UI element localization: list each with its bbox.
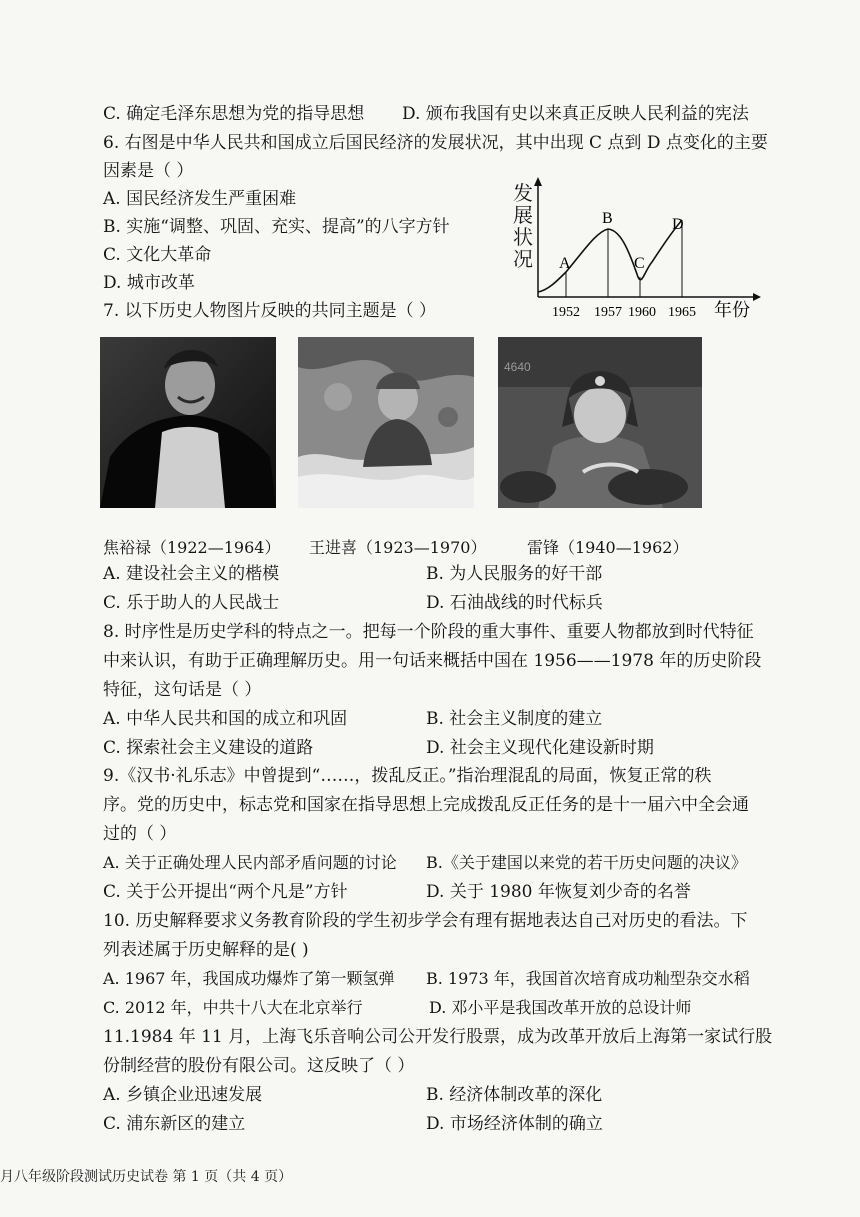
q11-stem-line1: 11.1984 年 11 月，上海飞乐音响公司公开发行股票，成为改革开放后上海第一家试行股 <box>103 1027 773 1047</box>
q9-stem-line3: 过的（ ） <box>103 824 177 844</box>
q11-option-c: C. 浦东新区的建立 <box>103 1114 246 1134</box>
q5-option-c: C. 确定毛泽东思想为党的指导思想 <box>103 104 365 124</box>
photo-lei-feng <box>498 337 702 508</box>
q9-stem-line2: 序。党的历史中，标志党和国家在指导思想上完成拨乱反正任务的是十一届六中全会通 <box>103 795 749 815</box>
q8-option-c: C. 探索社会主义建设的道路 <box>103 738 314 758</box>
x-tick-1960: 1960 <box>628 305 656 320</box>
q8-option-b: B. 社会主义制度的建立 <box>426 709 603 729</box>
q8-stem-line3: 特征，这句话是（ ） <box>103 680 262 700</box>
q11-options-row2 <box>103 1113 603 1135</box>
q10-option-c: C. 2012 年，中共十八大在北京举行 <box>103 998 363 1017</box>
wang-jinxi-image <box>298 337 474 508</box>
chart-plot <box>508 174 768 324</box>
svg-text:4640: 4640 <box>504 360 531 374</box>
q7-option-c: C. 乐于助人的人民战士 <box>103 593 280 613</box>
q10-option-a: A. 1967 年，我国成功爆炸了第一颗氢弹 <box>103 969 395 988</box>
q7-options-row1 <box>103 563 603 585</box>
q6-option-a: A. 国民经济发生严重困难 <box>103 189 297 209</box>
q11-option-a: A. 乡镇企业迅速发展 <box>103 1085 263 1105</box>
point-label-d: D <box>672 216 684 233</box>
q11-stem-line2: 份制经营的股份有限公司。这反映了（ ） <box>103 1056 415 1076</box>
q7-option-a: A. 建设社会主义的楷模 <box>103 564 280 584</box>
q10-stem-line2: 列表述属于历史解释的是( ) <box>103 940 309 960</box>
q7-stem: 7. 以下历史人物图片反映的共同主题是（ ） <box>103 301 437 321</box>
chart-ylabel-char: 况 <box>513 247 533 271</box>
caption-lei-feng: 雷锋（1940—1962） <box>527 538 689 557</box>
q11-option-b: B. 经济体制改革的深化 <box>426 1085 603 1105</box>
page-footer: 月八年级阶段测试历史试卷 第 1 页（共 4 页） <box>0 1169 293 1185</box>
y-axis-arrow <box>534 177 542 186</box>
q9-stem-line1: 9.《汉书·礼乐志》中曾提到“……，拨乱反正。”指治理混乱的局面，恢复正常的秩 <box>103 766 712 786</box>
caption-jiao-yulu: 焦裕禄（1922—1964） <box>103 538 281 557</box>
q6-stem-line2: 因素是（ ） <box>103 161 194 181</box>
q7-option-d: D. 石油战线的时代标兵 <box>426 593 603 613</box>
q6-option-b: B. 实施“调整、巩固、充实、提高”的八字方针 <box>103 217 450 237</box>
q9-options-row1 <box>103 852 747 874</box>
q8-stem-line2: 中来认识，有助于正确理解历史。用一句话来概括中国在 1956——1978 年的历史阶段 <box>103 651 762 671</box>
jiao-yulu-image <box>100 337 276 508</box>
q6-option-c: C. 文化大革命 <box>103 245 212 265</box>
q10-option-b: B. 1973 年，我国首次培育成功籼型杂交水稻 <box>426 969 750 988</box>
point-label-b: B <box>602 210 613 227</box>
point-label-a: A <box>559 255 571 272</box>
q11-option-d: D. 市场经济体制的确立 <box>426 1114 603 1134</box>
lei-feng-image <box>498 337 702 508</box>
q10-stem-line1: 10. 历史解释要求义务教育阶段的学生初步学会有理有据地表达自己对历史的看法。下 <box>103 911 748 931</box>
photo-wang-jinxi <box>298 337 474 508</box>
economy-chart <box>508 174 768 324</box>
q5-option-d: D. 颁布我国有史以来真正反映人民利益的宪法 <box>402 104 749 124</box>
q9-option-b: B.《关于建国以来党的若干历史问题的决议》 <box>426 853 747 872</box>
q11-options-row1 <box>103 1084 603 1106</box>
q9-option-a: A. 关于正确处理人民内部矛盾问题的讨论 <box>103 853 397 872</box>
q6-option-d: D. 城市改革 <box>103 273 195 293</box>
q6-stem-line1: 6. 右图是中华人民共和国成立后国民经济的发展状况，其中出现 C 点到 D 点变化的主要 <box>103 133 768 153</box>
q7-options-row2 <box>103 592 603 614</box>
x-tick-1952: 1952 <box>552 305 580 320</box>
photo-jiao-yulu <box>100 337 276 508</box>
x-axis-label: 年份 <box>714 300 750 321</box>
q8-option-a: A. 中华人民共和国的成立和巩固 <box>103 709 348 729</box>
caption-wang-jinxi: 王进喜（1923—1970） <box>309 538 487 557</box>
chart-ylabel-char: 状 <box>513 225 533 249</box>
q8-stem-line1: 8. 时序性是历史学科的特点之一。把每一个阶段的重大事件、重要人物都放到时代特征 <box>103 622 754 642</box>
chart-ylabel-char: 发 <box>513 181 533 205</box>
x-tick-1957: 1957 <box>594 305 622 320</box>
q9-options-row2 <box>103 881 691 903</box>
q8-options-row2 <box>103 737 654 759</box>
q8-option-d: D. 社会主义现代化建设新时期 <box>426 738 654 758</box>
point-label-c: C <box>634 255 645 272</box>
q7-option-b: B. 为人民服务的好干部 <box>426 564 603 584</box>
q8-options-row1 <box>103 708 603 730</box>
q10-options-row1 <box>103 968 750 990</box>
x-tick-1965: 1965 <box>668 305 696 320</box>
chart-ylabel-char: 展 <box>513 203 533 227</box>
q9-option-d: D. 关于 1980 年恢复刘少奇的名誉 <box>426 882 691 902</box>
q10-option-d: D. 邓小平是我国改革开放的总设计师 <box>429 998 692 1017</box>
q10-options-row2 <box>103 997 692 1019</box>
x-axis-arrow <box>753 293 761 301</box>
q9-option-c: C. 关于公开提出“两个凡是”方针 <box>103 882 348 902</box>
option-line <box>103 103 749 125</box>
